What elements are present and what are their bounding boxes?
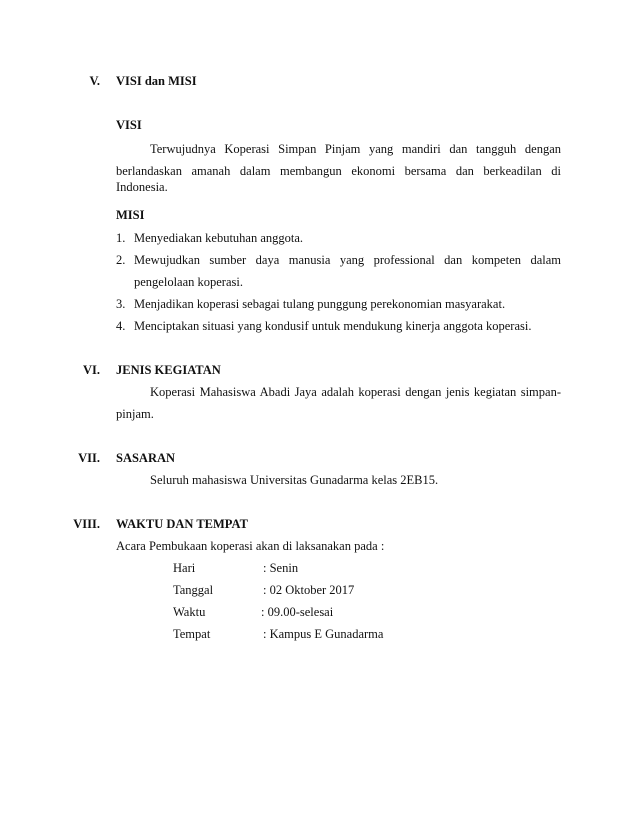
visi-text-line2: berlandaskan amanah dalam membangun ekonomi bersama dan berkeadilan di Indonesia. — [116, 164, 561, 194]
misi-item-continuation: pengelolaan koperasi. — [134, 275, 243, 289]
jenis-kegiatan-line2: pinjam. — [116, 407, 154, 421]
section-v-number: V. — [89, 74, 100, 88]
section-vii-title: SASARAN — [116, 451, 176, 465]
section-vi-number: VI. — [82, 363, 100, 377]
section-vi-title: JENIS KEGIATAN — [116, 363, 221, 377]
detail-value: : 09.00-selesai — [261, 605, 334, 619]
detail-label: Tempat — [173, 627, 211, 641]
visi-heading: VISI — [116, 118, 142, 132]
section-viii-number: VIII. — [73, 517, 100, 531]
detail-label: Hari — [173, 561, 196, 575]
misi-item-number: 4. — [116, 319, 126, 333]
detail-value: : 02 Oktober 2017 — [263, 583, 355, 597]
jenis-kegiatan-line1: Koperasi Mahasiswa Abadi Jaya adalah koperasi dengan jenis kegiatan simpan- — [150, 385, 561, 399]
visi-text-line1: Terwujudnya Koperasi Simpan Pinjam yang mandiri dan tangguh dengan — [150, 142, 561, 156]
section-vii-number: VII. — [78, 451, 100, 465]
section-viii-title: WAKTU DAN TEMPAT — [116, 517, 248, 531]
sasaran-text: Seluruh mahasiswa Universitas Gunadarma kelas 2EB15. — [150, 473, 439, 487]
detail-value: : Senin — [263, 561, 299, 575]
misi-item-text: Menciptakan situasi yang kondusif untuk mendukung kinerja anggota koperasi. — [134, 319, 532, 333]
misi-item-number: 3. — [116, 297, 126, 311]
misi-item-number: 2. — [116, 253, 126, 267]
detail-label: Waktu — [173, 605, 206, 619]
waktu-intro: Acara Pembukaan koperasi akan di laksanakan pada : — [116, 539, 385, 553]
misi-item-text: Mewujudkan sumber daya manusia yang professional dan kompeten dalam — [134, 253, 561, 267]
detail-value: : Kampus E Gunadarma — [263, 627, 384, 641]
misi-item-text: Menjadikan koperasi sebagai tulang punggung perekonomian masyarakat. — [134, 297, 506, 311]
detail-label: Tanggal — [173, 583, 214, 597]
section-v-title: VISI dan MISI — [116, 74, 197, 88]
misi-heading: MISI — [116, 208, 145, 222]
misi-item-number: 1. — [116, 231, 126, 245]
misi-item-text: Menyediakan kebutuhan anggota. — [134, 231, 304, 245]
